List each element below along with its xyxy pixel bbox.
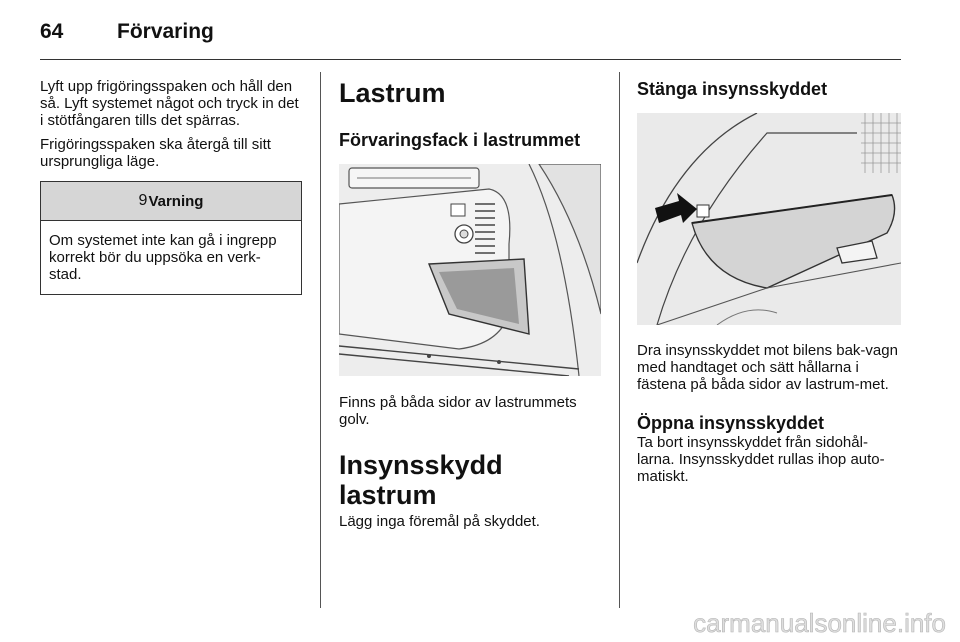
column-divider (320, 72, 321, 608)
warning-icon: 9 (138, 192, 148, 209)
column-divider (619, 72, 620, 608)
column-middle (339, 78, 601, 530)
body-paragraph: Dra insynsskyddet mot bilens bak-vagn med handtaget och sätt hållarna i fästena på båda sidor av lastrum-met. (637, 342, 898, 393)
watermark-logo (684, 604, 960, 642)
column-right (637, 78, 901, 485)
body-paragraph: Lyft upp frigöringsspaken och håll den så. Lyft systemet något och tryck in det i stötfångaren tills det spärras. (40, 78, 299, 129)
subsection-title: Öppna insynsskyddet (637, 413, 825, 433)
subsection-title: Stänga insynsskyddet (637, 79, 828, 99)
warning-text: Om systemet inte kan gå i ingrepp korrekt bör du uppsöka en verk-stad. (49, 232, 277, 283)
column-left (40, 78, 302, 295)
warning-title: Varning (148, 192, 204, 210)
warning-header (41, 182, 301, 221)
load-cover-illustration (637, 113, 901, 325)
warning-box (40, 181, 302, 295)
chapter-title: Förvaring (117, 20, 214, 43)
image-caption: Finns på båda sidor av lastrummets golv. (339, 394, 577, 428)
body-paragraph: Frigöringsspaken ska återgå till sitt ursprungliga läge. (40, 136, 271, 170)
subsection-title: Förvaringsfack i lastrummet (339, 130, 581, 150)
body-paragraph: Ta bort insynsskyddet från sidohål-larna. Insynsskyddet rullas ihop auto-matiskt. (637, 434, 885, 485)
page-number: 64 (40, 20, 64, 43)
storage-compartment-illustration (339, 164, 601, 376)
header-rule (40, 59, 901, 60)
body-paragraph: Lägg inga föremål på skyddet. (339, 513, 540, 530)
svg-text:carmanualsonline.info: carmanualsonline.info (693, 608, 946, 638)
section-title: Insynsskydd lastrum (339, 450, 503, 510)
section-title: Lastrum (339, 78, 446, 108)
